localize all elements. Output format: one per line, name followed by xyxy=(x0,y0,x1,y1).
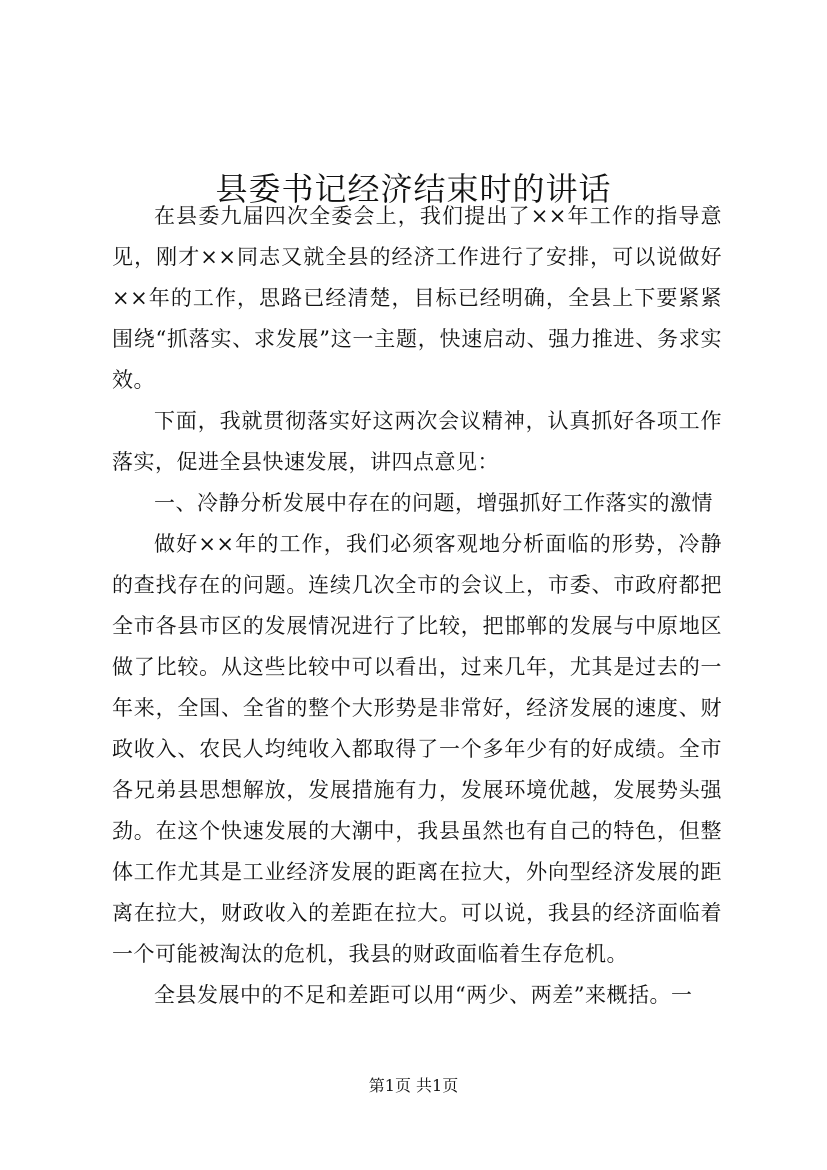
page-title: 县委书记经济结束时的讲话 xyxy=(215,170,612,209)
document-body xyxy=(112,196,722,1016)
paragraph-summary: 全县发展中的不足和差距可以用“两少、两差”来概括。一 xyxy=(154,983,693,1007)
page-footer: 第1页 共1页 xyxy=(368,1076,459,1095)
section-heading-one: 一、冷静分析发展中存在的问题，增强抓好工作落实的激情 xyxy=(154,491,713,515)
paragraph-intro: 在县委九届四次全委会上，我们提出了××年工作的指导意见，刚才××同志又就全县的经济工作进行了安排，可以说做好××年的工作，思路已经清楚，目标已经明确，全县上下要紧紧围绕“抓落实、求发展”这一主题，快速启动、强力推进、务求实效。 xyxy=(112,204,722,392)
paragraph-analysis: 做好××年的工作，我们必须客观地分析面临的形势，冷静的查找存在的问题。连续几次全市的会议上，市委、市政府都把全市各县市区的发展情况进行了比较，把邯郸的发展与中原地区做了比较。从这些比较中可以看出，过来几年，尤其是过去的一年来，全国、全省的整个大形势是非常好，经济发展的速度、财政收入、农民人均纯收入都取得了一个多年少有的好成绩。全市各兄弟县思想解放，发展措施有力，发展环境优越，发展势头强劲。在这个快速发展的大潮中，我县虽然也有自己的特色，但整体工作尤其是工业经济发展的距离在拉大，外向型经济发展的距离在拉大，财政收入的差距在拉大。可以说，我县的经济面临着一个可能被淘汰的危机，我县的财政面临着生存危机。 xyxy=(112,532,722,966)
paragraph-opinions: 下面，我就贯彻落实好这两次会议精神，认真抓好各项工作落实，促进全县快速发展，讲四点意见： xyxy=(112,409,722,474)
